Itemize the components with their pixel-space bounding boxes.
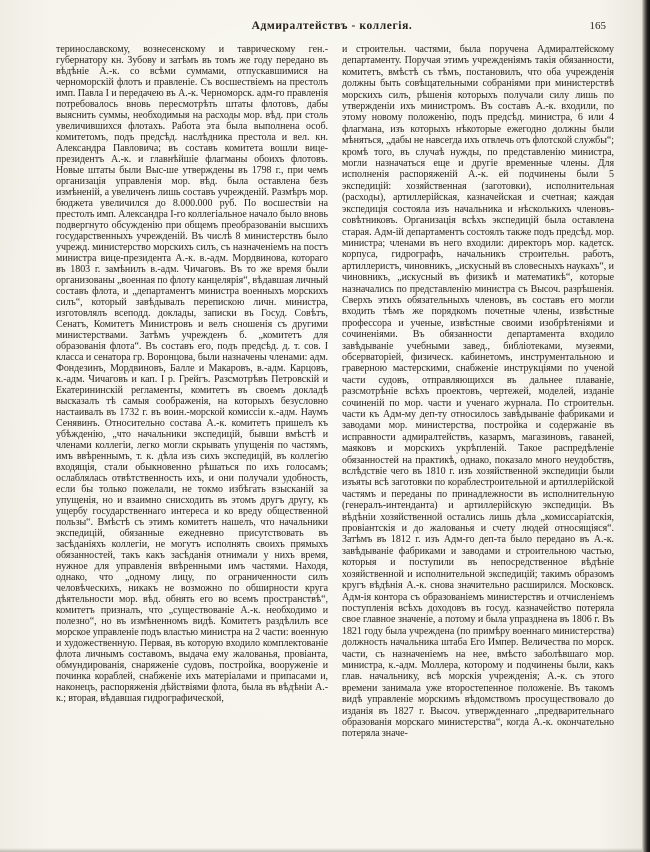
running-title: Адмиралтействъ - коллегія.: [251, 20, 413, 32]
article-body: [56, 44, 614, 844]
scan-edge-shadow: [642, 0, 650, 852]
scan-bottom-shadow: [0, 848, 650, 852]
page-number: 165: [589, 20, 606, 32]
page-header: [56, 20, 608, 36]
text-column-right: и строительн. частями, была поручена Адмиралтейскому департаменту. Поручая этимъ учрежденіямъ такія обязанности, комитетъ, вмѣстѣ съ тѣмъ, постановилъ, что оба учрежденія должны быть совѣщательными собраніями при министерствѣ морскихъ силъ, рѣшенія которыхъ получали силу лишь по утвержденіи ихъ министромъ. Въ составъ А.-к. входили, по этому новому положенію, подъ предсѣд. министра, 6 или 4 флагмана, изъ которыхъ нѣкоторые ежегодно должны были мѣняться, „дабы не навсегда ихъ отвлечь отъ флотской службы“; кромѣ того, въ случаѣ нужды, по представленію министра, могли назначаться еще и другіе временные члены. Для исполненія распоряженій А.-к. ей подчинены были 5 экспедицій: хозяйственная (заготовки), исполнительная (расходы), артиллерійская, казначейская и счетная; каждая экспедиція состояла изъ начальника и нѣсколькихъ членовъ-совѣтниковъ. Организація всѣхъ экспедицій была оставлена старая. Адм-ій департаментъ состоялъ также подъ предсѣд. мор. министра; членами въ него входили: директоръ мор. кадетск. корпуса, гидрографъ, начальникъ строительн. работъ, артиллеристъ, чиновникъ, „искусный въ словесныхъ наукахъ“, и чиновникъ, „искусный въ физикѣ и математикѣ“, которые назначались по представленію министра съ Высоч. разрѣшенія. Сверхъ этихъ обязательныхъ членовъ, въ составъ его могли входить тѣмъ же порядкомъ почетные члены, извѣстные профессора и ученые, извѣстные своими изобрѣтеніями и сочиненіями. Въ обязанности департамента входило завѣдываніе учебными завед., библіотеками, музеями, обсерваторіей, физическ. кабинетомъ, инструментальною и граверною мастерскими, снабженіе инструкціями по ученой части судовъ, отправляющихся въ дальнее плаваніе, разсмотрѣніе всѣхъ проектовъ, чертежей, моделей, изданіе сочиненій по мор. части и ученаго журнала. По строительн. части къ Адм-му деп-ту относилось завѣдываніе фабриками и заводами мор. министерства, постройка и содержаніе въ исправности адмиралтействъ, казармъ, магазиновъ, гаваней, маяковъ и морскихъ укрѣпленій. Такое распредѣленіе обязанностей на практикѣ, однако, показало много неудобствъ, вслѣдствіе чего въ 1810 г. изъ хозяйственной экспедиціи были изъяты всѣ заготовки по кораблестроительной и артиллерійской частямъ и переданы по принадлежности въ исполнительную (генералъ-интенданта) и артиллерійскую экспедиціи. Въ вѣдѣніи хозяйственной остались лишь дѣла „комиссаріатскія, провіантскія и до жалованья и счету людей относящіяся“. Затѣмъ въ 1812 г. изъ Адм-го деп-та было передано въ А.-к. завѣдываніе фабриками и заводами и строительною частью, которыя и поступили въ непосредственное вѣдѣніе хозяйственной и исполнительной экспедицій; такимъ образомъ кругъ вѣдѣнія А.-к. снова значительно расширился. Московск. Адм-ія контора съ образованіемъ министерствъ и отчисленіемъ поступленія всѣхъ доходовъ въ госуд. казначейство потеряла свое главное значеніе, а потому и была упразднена въ 1806 г. Въ 1821 году была учреждена (по примѣру военнаго министерства) должность начальника штаба Его Импер. Величества по морск. части, съ назначеніемъ на нее, вмѣсто заболѣвшаго мор. министра, к.-адм. Моллера, которому и подчинены были, какъ глав. начальнику, всѣ морскія учрежденія; А.-к. съ этого времени занимала уже второстепенное положеніе. Въ такомъ видѣ управленіе морскимъ вѣдомствомъ просуществовало до изданія въ 1827 г. Высоч. утвержденнаго „предварительнаго образованія морскаго министерства“, когда А.-к. окончательно потеряла значе-: [342, 44, 614, 740]
text-column-left: теринославскому, вознесенскому и таврическому ген.-губернатору кн. Зубову и затѣмъ въ томъ же году передано въ вѣдѣніе А.-к. со всѣми суммами, отпускавшимися на черноморскій флотъ и правленіе. Съ восшествіемъ на престолъ имп. Павла I и передачею въ А.-к. Черноморск. адм-го правленія потребовалось вновь пересмотрѣть штаты флотовъ, дабы выяснить суммы, необходимыя на расходы мор. вѣд. при столь увеличившихся флотахъ. Работа эта была выполнена особ. комитетомъ, подъ предсѣд. наслѣдника престола и вел. кн. Александра Павловича; въ составъ комитета вошли вице-президентъ А.-к. и главнѣйшіе флагманы обоихъ флотовъ. Новые штаты были Выс-ше утверждены въ 1798 г., при чемъ организація управленія мор. вѣд. была оставлена безъ измѣненій, а увеличенъ лишь составъ учрежденій. Размѣръ мор. бюджета увеличился до 8.000.000 руб. По восшествіи на престолъ имп. Александра I-го коллегіальное начало было вновь подвергнуто обсужденію при общемъ преобразованіи высшихъ государственныхъ учрежденій. Въ числѣ 8 министерствъ было учрежд. министерство морскихъ силъ, съ назначеніемъ на постъ министра вице-президента А.-к. в.-адм. Мордвинова, котораго въ 1803 г. замѣнилъ в.-адм. Чичаговъ. Въ то же время были организованы „военная по флоту канцелярія“, вѣдавшая личный составъ флота, и „департаментъ министра военныхъ морскихъ силъ“, который завѣдывалъ перепискою личн. министра, изготовлялъ всеподд. доклады, записки въ Госуд. Совѣтъ, Сенатъ, Комитетъ Министровъ и велъ сношенія съ другими министерствами. Затѣмъ учрежденъ б. „комитетъ для образованія флота“. Въ составъ его, подъ предсѣд. д. т. сов. I класса и сенатора гр. Воронцова, были назначены членами: адм. Фондезинъ, Мордвиновъ, Балле и Макаровъ, в.-адм. Карцовъ, к.-адм. Чичаговъ и кап. I р. Грейгъ. Разсмотрѣвъ Петровскій и Екатерининскій регламенты, комитетъ въ своемъ докладѣ высказалъ тѣ самыя соображенія, на которыхъ безусловно настаивалъ въ 1732 г. въ воин.-морской комиссіи к.-адм. Наумъ Сенявинъ. Относительно состава А.-к. комитетъ пришелъ къ убѣжденію, „что начальники экспедицій, бывши вмѣстѣ и членами коллегіи, легко могли скрывать упущенія по частямъ, имъ ввѣреннымъ, т. к. дѣла изъ сихъ экспедицій, въ коллегію входящія, стали обыкновенно рѣшаться по ихъ голосамъ; ослаблялась отвѣтственность ихъ, и они получали удобность, если бы только пожелали, не токмо избѣгать взысканій за упущенія, но и взаимно снисходить въ этомъ другъ другу, къ ущербу государственнаго интереса и ко вреду общественной пользы“. Вмѣстѣ съ этимъ комитетъ нашелъ, что начальники экспедицій, обязанные ежедневно присутствовать въ засѣданіяхъ коллегіи, не могутъ исполнять своихъ прямыхъ обязанностей, такъ какъ засѣданія отнимали у нихъ время, нужное для управленія ввѣренными имъ частями. Находя, однако, что „одному лицу, по ограниченности силъ человѣческихъ, никакъ не возможно по обширности круга дѣятельности мор. вѣд. обнять его во всемъ пространствѣ“, комитетъ призналъ, что „существованіе А.-к. необходимо и полезно“, но въ измѣненномъ видѣ. Комитетъ раздѣлилъ все морское управленіе подъ властью министра на 2 части: военную и художественную. Первая, въ которую входило комплектованіе флота личнымъ составомъ, выдача ему жалованья, провіанта, обмундированія, снаряженіе судовъ, постройка, вооруженіе и починка кораблей, снабженіе ихъ матеріалами и припасами и, наконецъ, распоряженія дѣйствіями флота, была въ вѣдѣніи А.-к.; вторая, вѣдавшая гидрографической,: [56, 44, 328, 704]
